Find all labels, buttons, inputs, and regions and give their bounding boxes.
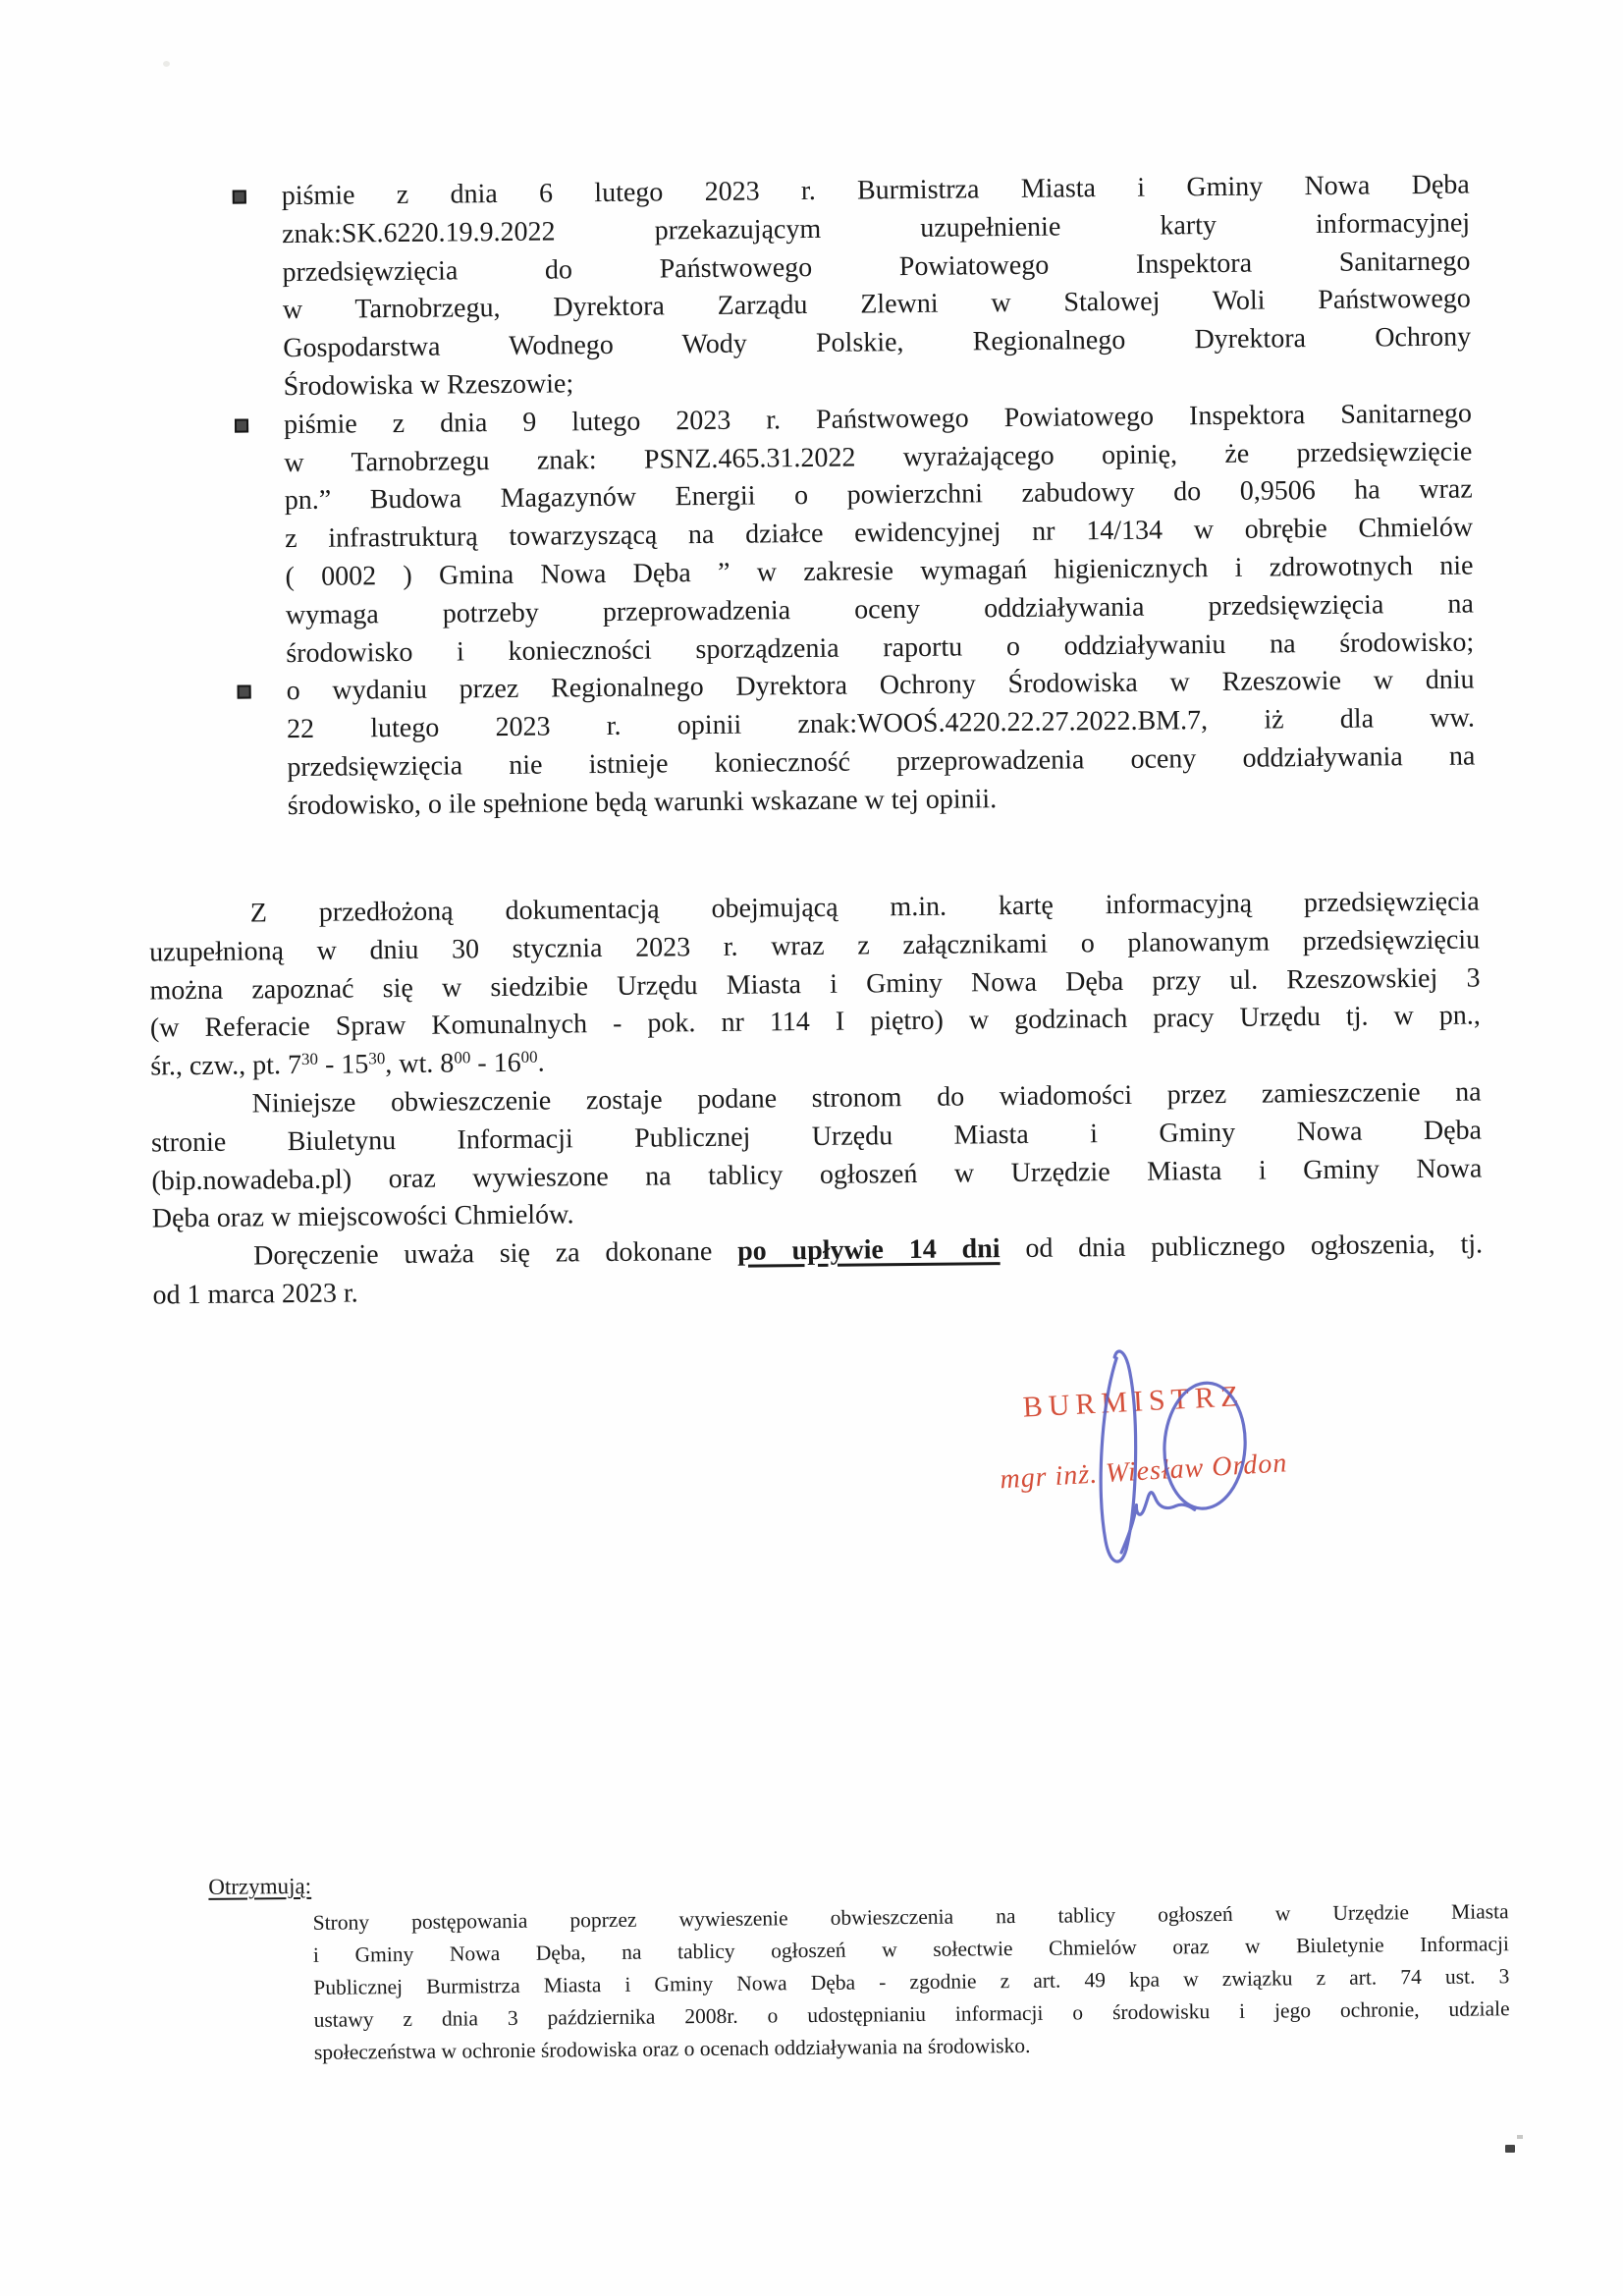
bullet-line: Środowiska w Rzeszowie; bbox=[283, 368, 574, 403]
paragraph-line: od 1 marca 2023 r. bbox=[152, 1278, 358, 1311]
body-paragraphs bbox=[149, 883, 1484, 1315]
bullet-line: środowisko, o ile spełnione będą warunki wskazane w tej opinii. bbox=[287, 783, 998, 821]
bullet-line: pn.” Budowa Magazynów Energii o powierzchni zabudowy do 0,9506 ha wraz bbox=[284, 473, 1473, 517]
bullet-line: wymaga potrzeby przeprowadzenia oceny oddziaływania przedsięwzięcia na bbox=[285, 588, 1474, 630]
mayor-stamp-signer-name: mgr inż. Wiesław Ordon bbox=[999, 1448, 1289, 1496]
signature-oval bbox=[1161, 1381, 1249, 1511]
paragraph-line: można zapoznać się w siedzibie Urzędu Miasta i Gminy Nowa Dęba przy ul. Rzeszowskiej 3 bbox=[149, 962, 1481, 1007]
superscript: 30 bbox=[300, 1050, 319, 1069]
received-line: Publicznej Burmistrza Miasta i Gminy Nowa Dęba - zgodnie z art. 49 kpa w związku z art. 74 ust. 3 bbox=[313, 1964, 1510, 1999]
bullet-line: o wydaniu przez Regionalnego Dyrektora Ochrony Środowiska w Rzeszowie w dniu bbox=[286, 664, 1475, 707]
bullet-line: piśmie z dnia 9 lutego 2023 r. Państwowego Powiatowego Inspektora Sanitarnego bbox=[283, 398, 1473, 440]
bullet-item-letter-feb6 bbox=[282, 167, 1472, 407]
bullet-item-opinion-feb22 bbox=[286, 662, 1475, 826]
paragraph-line: Dęba oraz w miejscowości Chmielów. bbox=[151, 1199, 574, 1234]
hours-text: - 15 bbox=[317, 1049, 369, 1081]
superscript: 00 bbox=[454, 1048, 471, 1067]
paragraph-line: uzupełnioną w dniu 30 stycznia 2023 r. wraz z załącznikami o planowanym przedsięwzięciu bbox=[149, 924, 1481, 968]
hours-text: - 16 bbox=[470, 1048, 521, 1079]
paragraph-line: (w Referacie Spraw Komunalnych - pok. nr 114 I piętro) w godzinach pracy Urzędu tj. w pn., bbox=[149, 1000, 1482, 1044]
bullet-line: piśmie z dnia 6 lutego 2023 r. Burmistrza Miasta i Gminy Nowa Dęba bbox=[281, 169, 1470, 212]
mayor-stamp-title: BURMISTRZ bbox=[1021, 1380, 1245, 1424]
bullet-square-icon bbox=[233, 190, 246, 203]
bullet-line: znak:SK.6220.19.9.2022 przekazującym uzupełnienie karty informacyjnej bbox=[282, 207, 1471, 249]
bullet-square-icon bbox=[238, 685, 251, 699]
paragraph-line: (bip.nowadeba.pl) oraz wywieszone na tablicy ogłoszeń w Urzędzie Miasta i Gminy Nowa bbox=[151, 1153, 1483, 1197]
bullet-square-icon bbox=[235, 418, 248, 432]
received-heading: Otrzymują: bbox=[208, 1873, 312, 1899]
bullet-line: przedsięwzięcia do Państwowego Powiatowego Inspektora Sanitarnego bbox=[282, 246, 1471, 288]
hours-text: , wt. 8 bbox=[385, 1048, 455, 1080]
superscript: 00 bbox=[520, 1047, 538, 1067]
bullet-line: 22 lutego 2023 r. opinii znak:WOOŚ.4220.22.27.2022.BM.7, iż dla ww. bbox=[286, 702, 1476, 745]
bullet-item-letter-feb9 bbox=[284, 395, 1475, 673]
delivery-text: od dnia publicznego ogłoszenia, tj. bbox=[1000, 1229, 1484, 1265]
bullet-line: ( 0002 ) Gmina Nowa Dęba ” w zakresie wymagań higienicznych i zdrowotnych nie bbox=[285, 550, 1474, 593]
received-line: i Gminy Nowa Dęba, na tablicy ogłoszeń w sołectwie Chmielów oraz w Biuletynie Informacji bbox=[312, 1932, 1510, 1967]
bullet-line: środowisko i konieczności sporządzenia raportu o oddziaływaniu na środowisko; bbox=[286, 627, 1475, 669]
bullet-line: z infrastrukturą towarzyszącą na działce ewidencyjnej nr 14/134 w obrębie Chmielów bbox=[284, 512, 1474, 555]
paragraph-line: Niniejsze obwieszczenie zostaje podane stronom do wiadomości przez zamieszczenie na bbox=[251, 1076, 1482, 1120]
delivery-term-emphasis: po upływie 14 dni bbox=[736, 1233, 1001, 1267]
received-line: społeczeństwa w ochronie środowiska oraz o ocenach oddziaływania na środowisko. bbox=[313, 2033, 1031, 2064]
received-line: Strony postępowania poprzez wywieszenie obwieszczenia na tablicy ogłoszeń w Urzędzie Miasta bbox=[312, 1899, 1509, 1935]
bullet-list bbox=[282, 167, 1476, 826]
signature-ink-icon bbox=[970, 1339, 1345, 1588]
bullet-line: w Tarnobrzegu znak: PSNZ.465.31.2022 wyrażającego opinię, że przedsięwzięcie bbox=[284, 436, 1473, 478]
bullet-line: przedsięwzięcia nie istnieje konieczność przeprowadzenia oceny oddziaływania na bbox=[287, 740, 1476, 784]
hours-text: śr., czw., pt. 7 bbox=[150, 1050, 302, 1082]
superscript: 30 bbox=[368, 1049, 386, 1068]
received-line: ustawy z dnia 3 października 2008r. o udostępnianiu informacji o środowisku i jego ochronie, udziale bbox=[313, 1996, 1510, 2032]
received-section bbox=[313, 1895, 1511, 2069]
scan-artifact-speck bbox=[1505, 2145, 1515, 2153]
hours-text: . bbox=[537, 1047, 545, 1078]
paragraph-line: Z przedłożoną dokumentacją obejmującą m.in. kartę informacyjną przedsięwzięcia bbox=[249, 886, 1480, 929]
bullet-line: Gospodarstwa Wodnego Wody Polskie, Regionalnego Dyrektora Ochrony bbox=[283, 321, 1472, 364]
bullet-line: w Tarnobrzegu, Dyrektora Zarządu Zlewni w Stalowej Woli Państwowego bbox=[282, 283, 1472, 326]
paragraph-line: stronie Biuletynu Informacji Publicznej Urzędu Miasta i Gminy Nowa Dęba bbox=[150, 1115, 1483, 1159]
delivery-text: Doręczenie uważa się za dokonane bbox=[253, 1235, 738, 1272]
